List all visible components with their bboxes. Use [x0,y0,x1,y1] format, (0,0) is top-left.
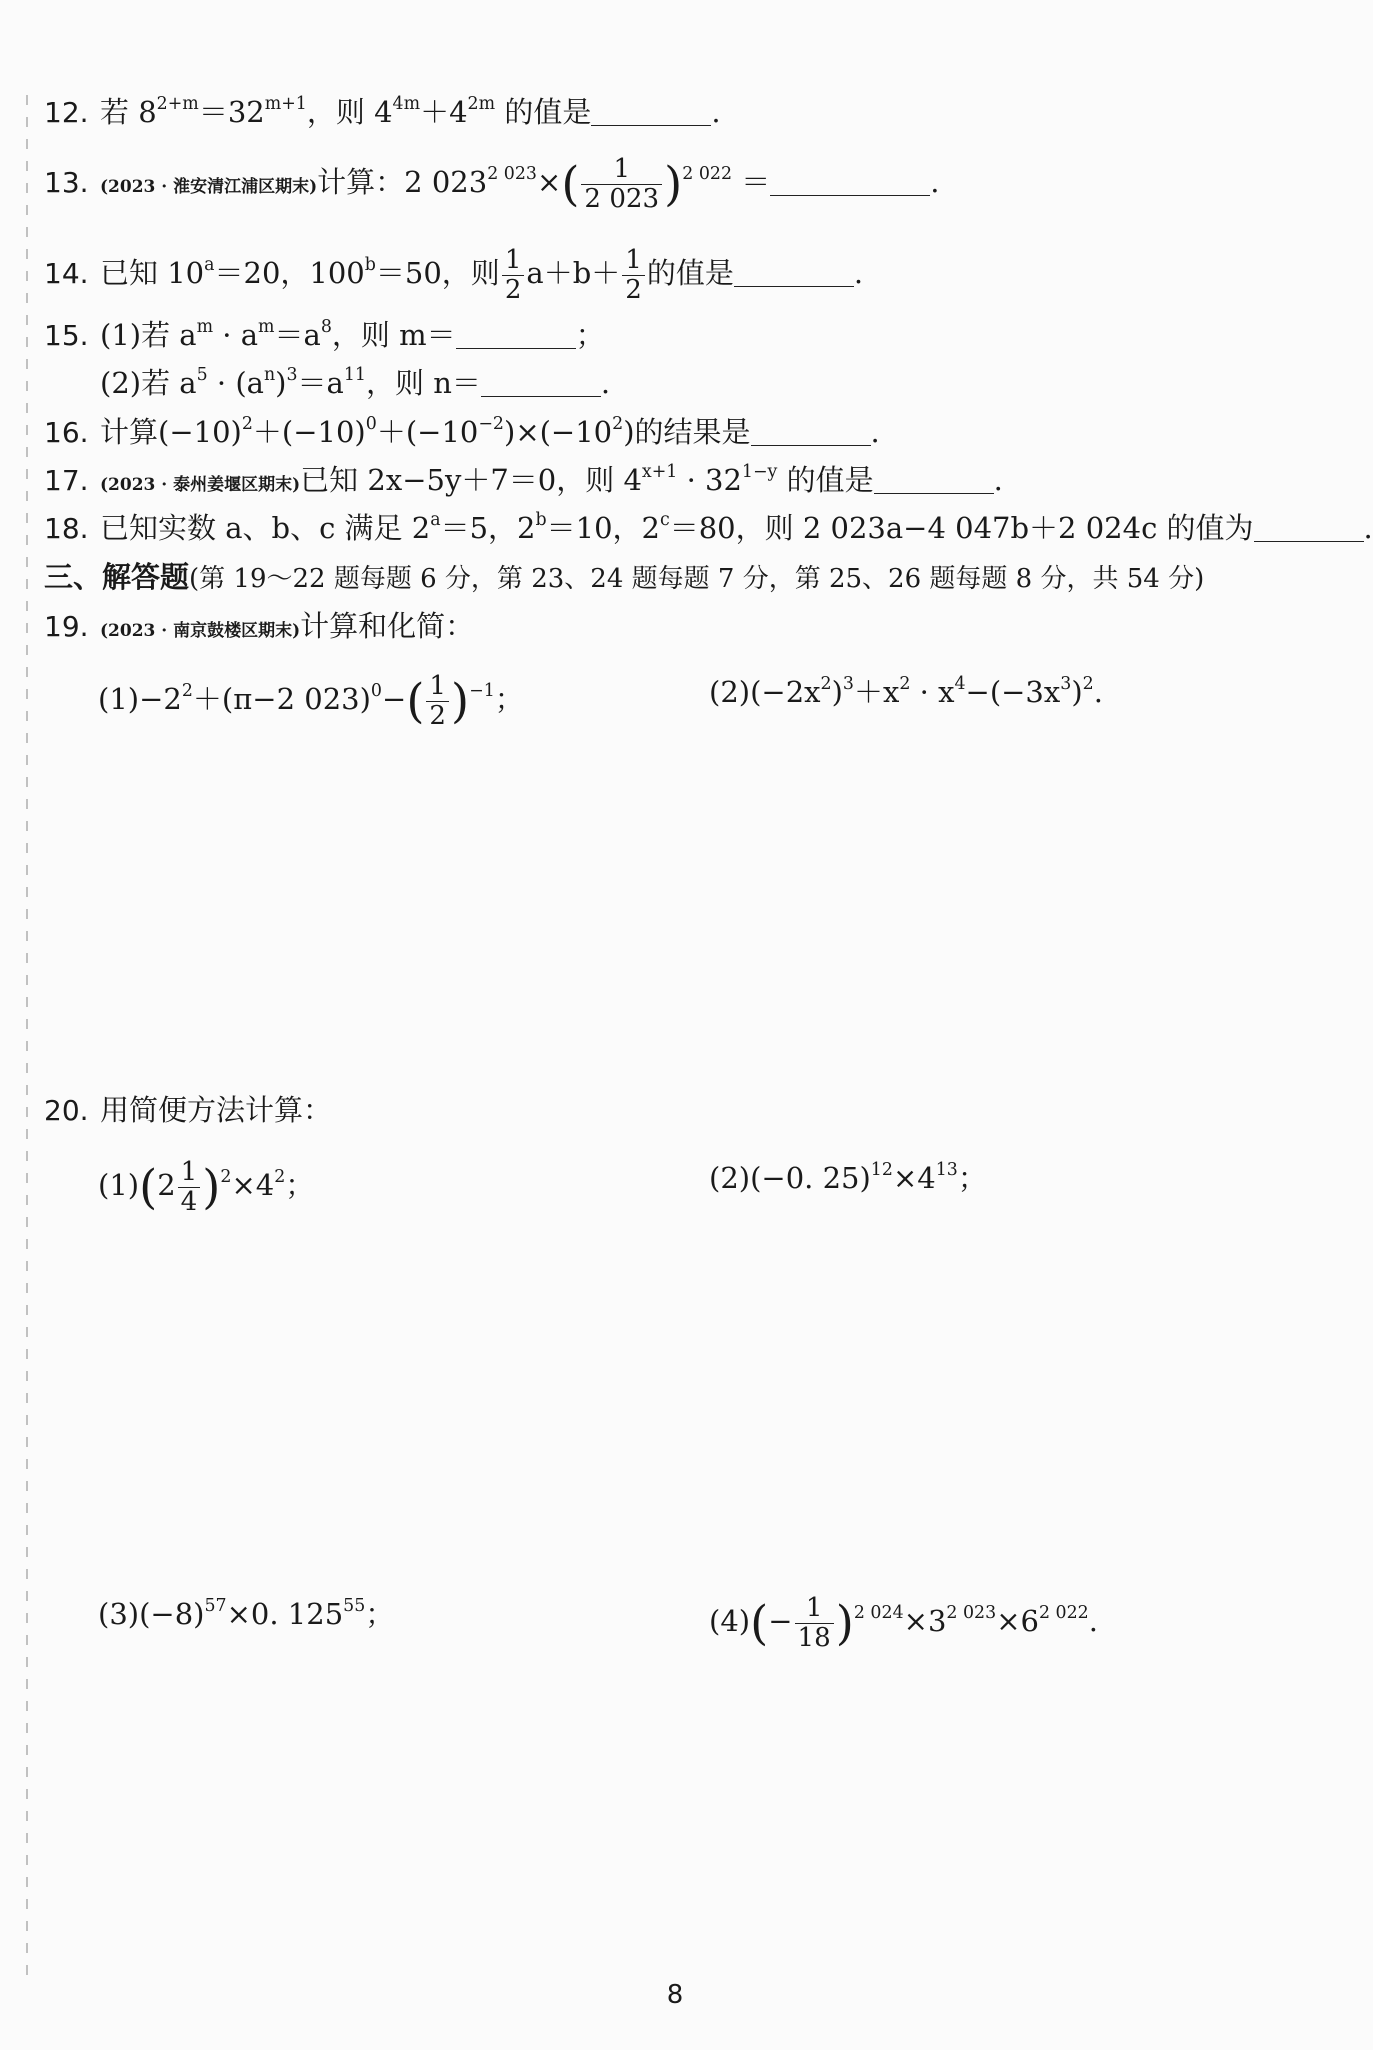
source-tag: (2023 · 淮安清江浦区期末) [100,177,318,198]
answer-blank[interactable] [481,366,601,397]
question-number: 12. [44,96,89,129]
fraction: $\frac{1}{2}$ [622,246,645,304]
question-number: 18. [44,512,89,545]
fraction: $\frac{1}{2 023}$ [581,155,662,213]
question-20-part-1: (1)(2 $\frac{1}{4}$ )$^2\times 4^2$； [98,1157,315,1217]
page-number: 8 [666,1980,684,2010]
source-tag: (2023 · 泰州姜堰区期末) [100,475,301,495]
binding-margin-line [26,95,28,1975]
question-14: 14. 已知 $10^a=20$，$100^b=50$，则 $\frac{1}{2}$ a＋b＋ $\frac{1}{2}$ 的值是 . [44,245,864,305]
fraction: $\frac{1}{4}$ [178,1158,201,1216]
answer-blank[interactable] [770,165,930,196]
question-13: 13. (2023 · 淮安清江浦区期末)计算：2 $023^{2 023}\times$( $\frac{1}{2 023}$ )$^{2 022}$ ＝ . [44,154,940,214]
fraction: $\frac{1}{2}$ [426,672,449,730]
answer-blank[interactable] [734,256,854,287]
question-12: 12. 若 $8^{2+m}=32^{m+1}$，则 $4^{4m}+4^{2m}$ 的值是 . [44,92,721,133]
answer-blank[interactable] [751,415,871,446]
question-20-part-3: $(3)(-8)^{57}\times 0$. $125^{55}$； [98,1595,395,1631]
question-number: 16. [44,416,89,449]
question-number: 19. [44,610,89,643]
question-number: 15. [44,319,89,352]
source-tag: (2023 · 南京鼓楼区期末) [100,621,301,641]
question-number: 14. [44,257,89,291]
question-19: 19. (2023 · 南京鼓楼区期末)计算和化简： [44,606,474,651]
question-17: 17. (2023 · 泰州姜堰区期末)已知 2x−5y＋7＝0，则 $4^{x+1} \cdot 32^{1-y}$ 的值是 . [44,460,1003,505]
question-20-part-2: (2)(−0. $25)^{12}\times 4^{13}$； [709,1159,987,1195]
question-15-part-1: 15. (1)若 $a^m \cdot a^m=a^8$，则 m＝ ； [44,315,605,356]
question-15-part-2: (2)若 $a^5 \cdot (a^n)^3=a^{11}$，则 n＝ . [100,364,611,400]
question-number: 17. [44,464,89,497]
question-20: 20. 用简便方法计算： [44,1090,332,1131]
question-19-part-2: $(2)(-2x^2)^3+x^2 \cdot x^4-(-3x^3)^2$. [709,673,1103,709]
question-16: 16. 计算$(-10)^2+(-10)^0+(-10^{-2})\times(-10^2)$的结果是 . [44,412,880,453]
answer-blank[interactable] [456,318,576,349]
question-18: 18. 已知实数 a、b、c 满足 $2^a=5$，$2^b=10$，$2^c=80$，则 2 023a−4 047b＋2 024c 的值为 . [44,508,1373,549]
section-heading: 三、解答题(第 19～22 题每题 6 分，第 23、24 题每题 7 分，第 25、26 题每题 8 分，共 54 分) [44,560,1205,594]
answer-blank[interactable] [591,95,711,126]
fraction: $\frac{1}{2}$ [502,246,525,304]
question-number: 20. [44,1094,89,1127]
question-19-part-1: $(1)-2^2+(\pi-2$ 023)$^0$−( $\frac{1}{2}$ )$^{-1}$； [98,671,524,731]
question-number: 13. [44,166,89,200]
answer-blank[interactable] [874,463,994,494]
answer-blank[interactable] [1254,511,1364,542]
question-20-part-4: (4)(− $\frac{1}{18}$ )$^{2 024}\times 3^{2 023}\times 6^{2 022}$. [709,1593,1098,1653]
fraction: $\frac{1}{18}$ [795,1594,834,1652]
